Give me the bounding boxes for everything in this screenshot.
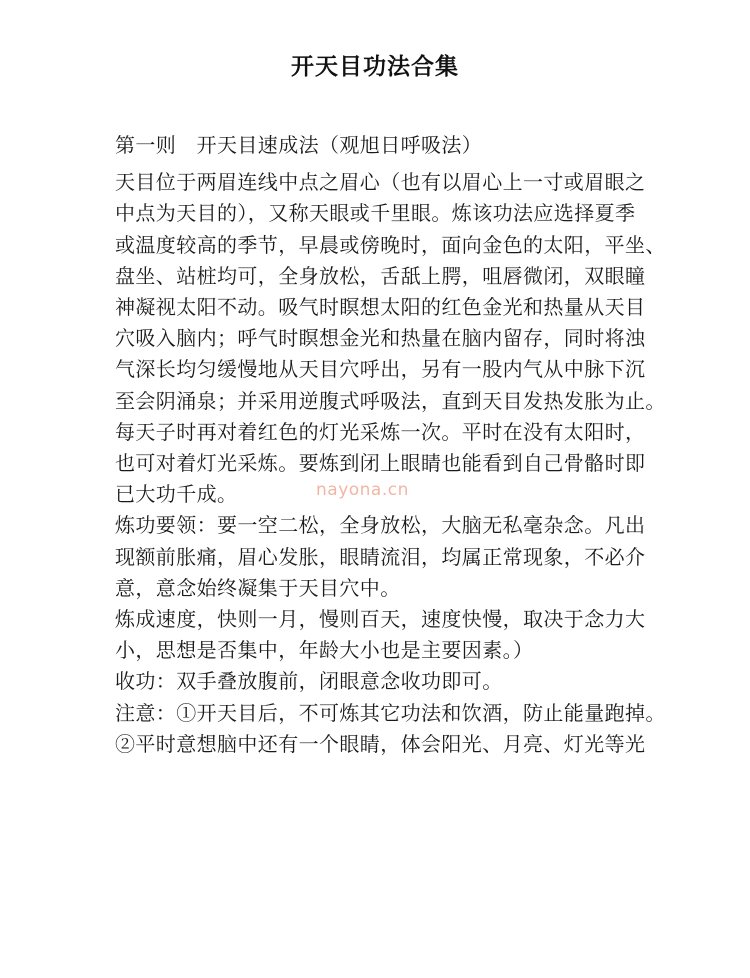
section-heading: 第一则 开天目速成法（观旭日呼吸法） <box>115 133 483 157</box>
paragraph-line: 炼功要领：要一空二松，全身放松，大脑无私毫杂念。凡出 <box>115 513 646 538</box>
paragraph-line: 每天子时再对着红色的灯光采炼一次。平时在没有太阳时， <box>115 419 646 444</box>
watermark-text: nayona.cn <box>316 480 409 500</box>
paragraph-line: 已大功千成。 <box>115 482 238 507</box>
paragraph-line: 穴吸入脑内；呼气时瞑想金光和热量在脑内留存，同时将浊 <box>115 326 646 351</box>
paragraph-line: 或温度较高的季节，早晨或傍晚时，面向金色的太阳，平坐、 <box>115 232 666 257</box>
paragraph-line: 盘坐、站桩均可，全身放松，舌舐上腭，咀唇微闭，双眼瞳 <box>115 263 646 288</box>
document-body <box>115 130 666 760</box>
paragraph-line: 气深长均匀缓慢地从天目穴呼出，另有一股内气从中脉下沉 <box>115 357 646 382</box>
paragraph-line: ②平时意想脑中还有一个眼睛，体会阳光、月亮、灯光等光 <box>115 731 646 756</box>
document-title: 开天目功法合集 <box>291 54 459 80</box>
paragraph-line: 炼成速度，快则一月，慢则百天，速度快慢，取决于念力大 <box>115 607 646 632</box>
paragraph-line: 小，思想是否集中，年龄大小也是主要因素。） <box>115 638 534 663</box>
paragraph-line: 注意：①开天目后，不可炼其它功法和饮酒，防止能量跑掉。 <box>115 700 666 725</box>
paragraph-line: 至会阴涌泉；并采用逆腹式呼吸法，直到天目发热发胀为止。 <box>115 388 666 413</box>
paragraph-line: 天目位于两眉连线中点之眉心（也有以眉心上一寸或眉眼之 <box>115 170 646 195</box>
paragraph-line: 收功：双手叠放腹前，闭眼意念收功即可。 <box>115 669 503 694</box>
paragraph-line: 神凝视太阳不动。吸气时瞑想太阳的红色金光和热量从天目 <box>115 295 646 320</box>
paragraph-line: 现额前胀痛，眉心发胀，眼睛流泪，均属正常现象，不必介 <box>115 544 646 569</box>
paragraph-line: 意，意念始终凝集于天目穴中。 <box>115 575 401 600</box>
paragraph-line: 中点为天目的），又称天眼或千里眼。炼该功法应选择夏季 <box>115 201 636 226</box>
paragraph-line: 也可对着灯光采炼。要炼到闭上眼睛也能看到自己骨骼时即 <box>115 451 646 476</box>
